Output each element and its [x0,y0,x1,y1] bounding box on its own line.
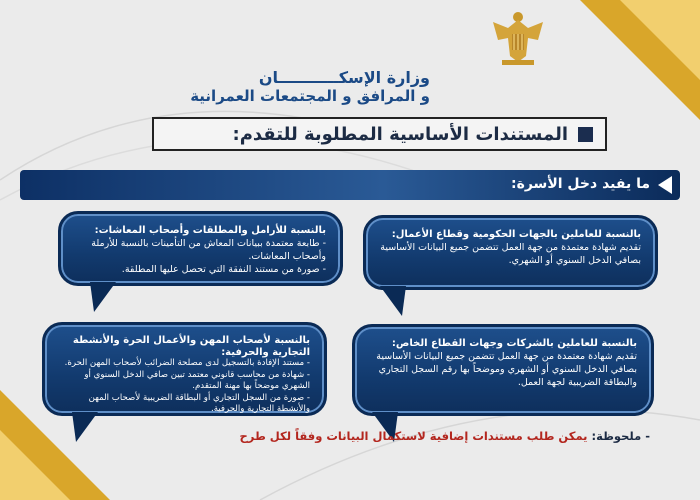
ministry-line-2: و المرافق و المجتمعات العمرانية [190,87,430,105]
square-bullet-icon [578,127,593,142]
bubble-heading: بالنسبة للأرامل والمطلقات وأصحاب المعاشات: [94,225,326,236]
eagle-emblem-icon [488,8,548,68]
note [240,429,650,443]
bubble-list-item: - شهادة من محاسب قانوني معتمد تبين صافي الدخل السنوي أو الشهري موضحاً بها مهنة المتقدم. [84,369,310,391]
bubble-tail [90,282,116,312]
page-title: المستندات الأساسية المطلوبة للتقدم: [232,123,568,145]
gold-corner-bottom-left-light [0,430,70,500]
gold-corner-top-right-light [620,0,700,80]
bubble-list-item: - مستند الإفادة بالتسجيل لدى مصلحة الضرائب لأصحاب المهن الحرة. [64,358,310,368]
page-title-box [152,117,607,151]
speech-bubble-government-employees [363,215,658,290]
section-header-bar [20,170,680,200]
bubble-text: تقديم شهادة معتمدة من جهة العمل تتضمن جميع البيانات الأساسية بصافي الدخل السنوي أو الشهري. [380,242,641,266]
speech-bubble-widows-pensioners [58,211,343,286]
bubble-text: تقديم شهادة معتمدة من جهة العمل تتضمن جميع البيانات الأساسية بصافي الدخل السنوي أو الشهري وموضحاً بها رقم السجل التجاري والبطاقة الضريبية لجهة العمل. [376,351,637,388]
bubble-list-item: - طابعة معتمدة ببيانات المعاش من التأمينات بالنسبة للأرملة وأصحاب المعاشات. [91,238,326,262]
bubble-tail [72,412,98,442]
bubble-list-item: - صورة من السجل التجاري أو البطاقة الضريبية لأصحاب المهن والأنشطة التجارية والحرفية. [88,392,310,414]
note-text: يمكن طلب مستندات إضافية لاستكمال البيانات وفقاً لكل طرح [239,429,588,443]
bubble-list-item: - صورة من مستند النفقة التي تحصل عليها المطلقة. [121,264,326,275]
bubble-heading: بالنسبة للعاملين بالجهات الحكومية وقطاع الأعمال: [391,229,641,240]
bubble-heading: بالنسبة لأصحاب المهن والأعمال الحرة والأنشطة التجارية والحرفية: [72,335,310,358]
note-label: - ملحوظة: [591,429,650,443]
ministry-name [190,68,430,106]
speech-bubble-freelancers [42,322,327,416]
bubble-tail [380,286,406,316]
bubble-heading: بالنسبة للعاملين بالشركات وجهات القطاع الخاص: [391,338,637,349]
play-arrow-icon [658,176,672,194]
ministry-line-1: وزارة الإسكـــــــــــان [258,68,430,87]
speech-bubble-private-sector [352,324,654,416]
section-header: ما يفيد دخل الأسرة: [510,176,650,192]
